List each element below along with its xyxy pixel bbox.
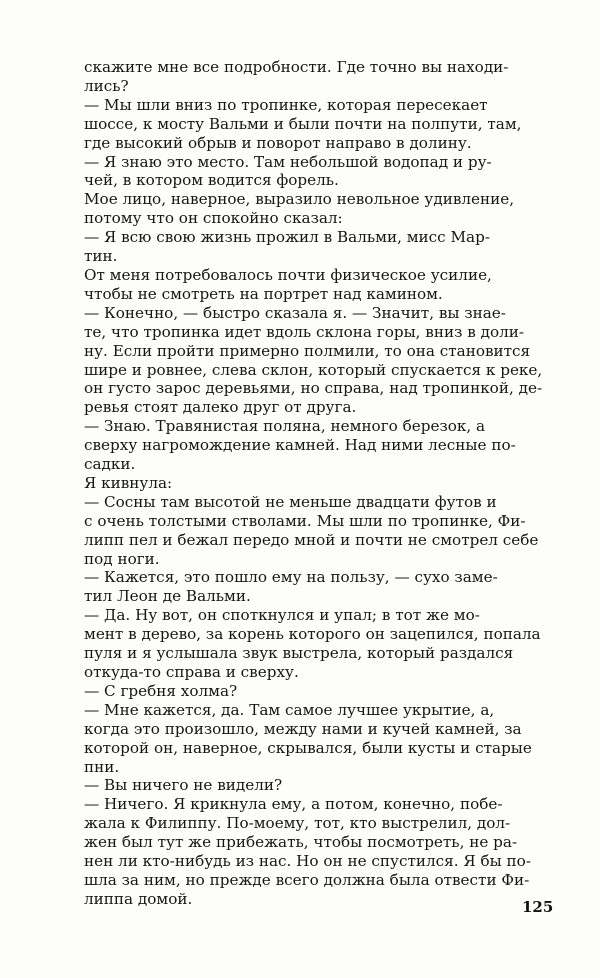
text-line: — Конечно, — быстро сказала я. — Значит, вы знае- xyxy=(84,303,506,322)
text-line: шоссе, к мосту Вальми и были почти на полпути, там, xyxy=(84,114,522,133)
text-line: потому что он спокойно сказал: xyxy=(84,209,343,228)
text-line: шире и ровнее, слева склон, который спускается к реке, xyxy=(84,360,543,379)
page-number: 125 xyxy=(522,898,554,916)
text-line: — Я знаю это место. Там небольшой водопад и ру- xyxy=(84,152,492,171)
text-line: жала к Филиппу. По-моему, тот, кто выстрелил, дол- xyxy=(84,814,511,833)
text-line: липпа домой. xyxy=(84,889,193,908)
text-line: те, что тропинка идет вдоль склона горы, вниз в доли- xyxy=(84,322,524,341)
text-line: лись? xyxy=(84,76,129,95)
text-line: тил Леон де Вальми. xyxy=(84,587,251,606)
text-line: садки. xyxy=(84,455,136,474)
text-line: жен был тут же прибежать, чтобы посмотреть, не ра- xyxy=(84,833,518,852)
text-line: сверху нагромождение камней. Над ними лесные по- xyxy=(84,436,516,455)
text-line: под ноги. xyxy=(84,549,160,568)
text-line: — Я всю свою жизнь прожил в Вальми, мисс Мар- xyxy=(84,228,490,247)
text-line: где высокий обрыв и поворот направо в долину. xyxy=(84,133,472,152)
text-line: ну. Если пройти примерно полмили, то она становится xyxy=(84,341,531,360)
text-line: — Сосны там высотой не меньше двадцати футов и xyxy=(84,492,497,511)
text-line: которой он, наверное, скрывался, были кусты и старые xyxy=(84,738,532,757)
text-line: нен ли кто-нибудь из нас. Но он не спустился. Я бы по- xyxy=(84,852,531,871)
text-line: Мое лицо, наверное, выразило невольное удивление, xyxy=(84,190,515,209)
text-line: — Да. Ну вот, он споткнулся и упал; в тот же мо- xyxy=(84,606,480,625)
text-line: Я кивнула: xyxy=(84,473,173,492)
text-line: мент в дерево, за корень которого он зацепился, попала xyxy=(84,625,541,644)
text-line: чей, в котором водится форель. xyxy=(84,171,339,190)
text-line: От меня потребовалось почти физическое усилие, xyxy=(84,265,492,284)
text-line: — Ничего. Я крикнула ему, а потом, конечно, побе- xyxy=(84,795,503,814)
text-line: откуда-то справа и сверху. xyxy=(84,663,299,681)
text-line: он густо зарос деревьями, но справа, над тропинкой, де- xyxy=(84,379,543,398)
text-line: с очень толстыми стволами. Мы шли по тропинке, Фи- xyxy=(84,511,526,530)
text-line: ревья стоят далеко друг от друга. xyxy=(84,398,357,417)
text-line: — Мы шли вниз по тропинке, которая пересекает xyxy=(84,95,488,114)
text-line: пуля и я услышала звук выстрела, который раздался xyxy=(84,644,514,663)
text-line: — Кажется, это пошло ему на пользу, — сухо заме- xyxy=(84,568,498,587)
text-line: липп пел и бежал передо мной и почти не смотрел себе xyxy=(84,530,539,549)
text-line: — Мне кажется, да. Там самое лучшее укрытие, а, xyxy=(84,700,495,719)
text-line: пни. xyxy=(84,757,120,776)
text-line: — С гребня холма? xyxy=(84,681,238,700)
text-line: шла за ним, но прежде всего должна была отвести Фи- xyxy=(84,870,530,889)
text-line: — Знаю. Травянистая поляна, немного березок, а xyxy=(84,417,486,436)
text-line: чтобы не смотреть на портрет над камином. xyxy=(84,284,443,303)
text-line: скажите мне все подробности. Где точно вы находи- xyxy=(84,58,509,76)
page-text xyxy=(84,58,546,909)
text-line: — Вы ничего не видели? xyxy=(84,776,283,795)
text-line: когда это произошло, между нами и кучей камней, за xyxy=(84,719,522,738)
text-line: тин. xyxy=(84,247,118,266)
